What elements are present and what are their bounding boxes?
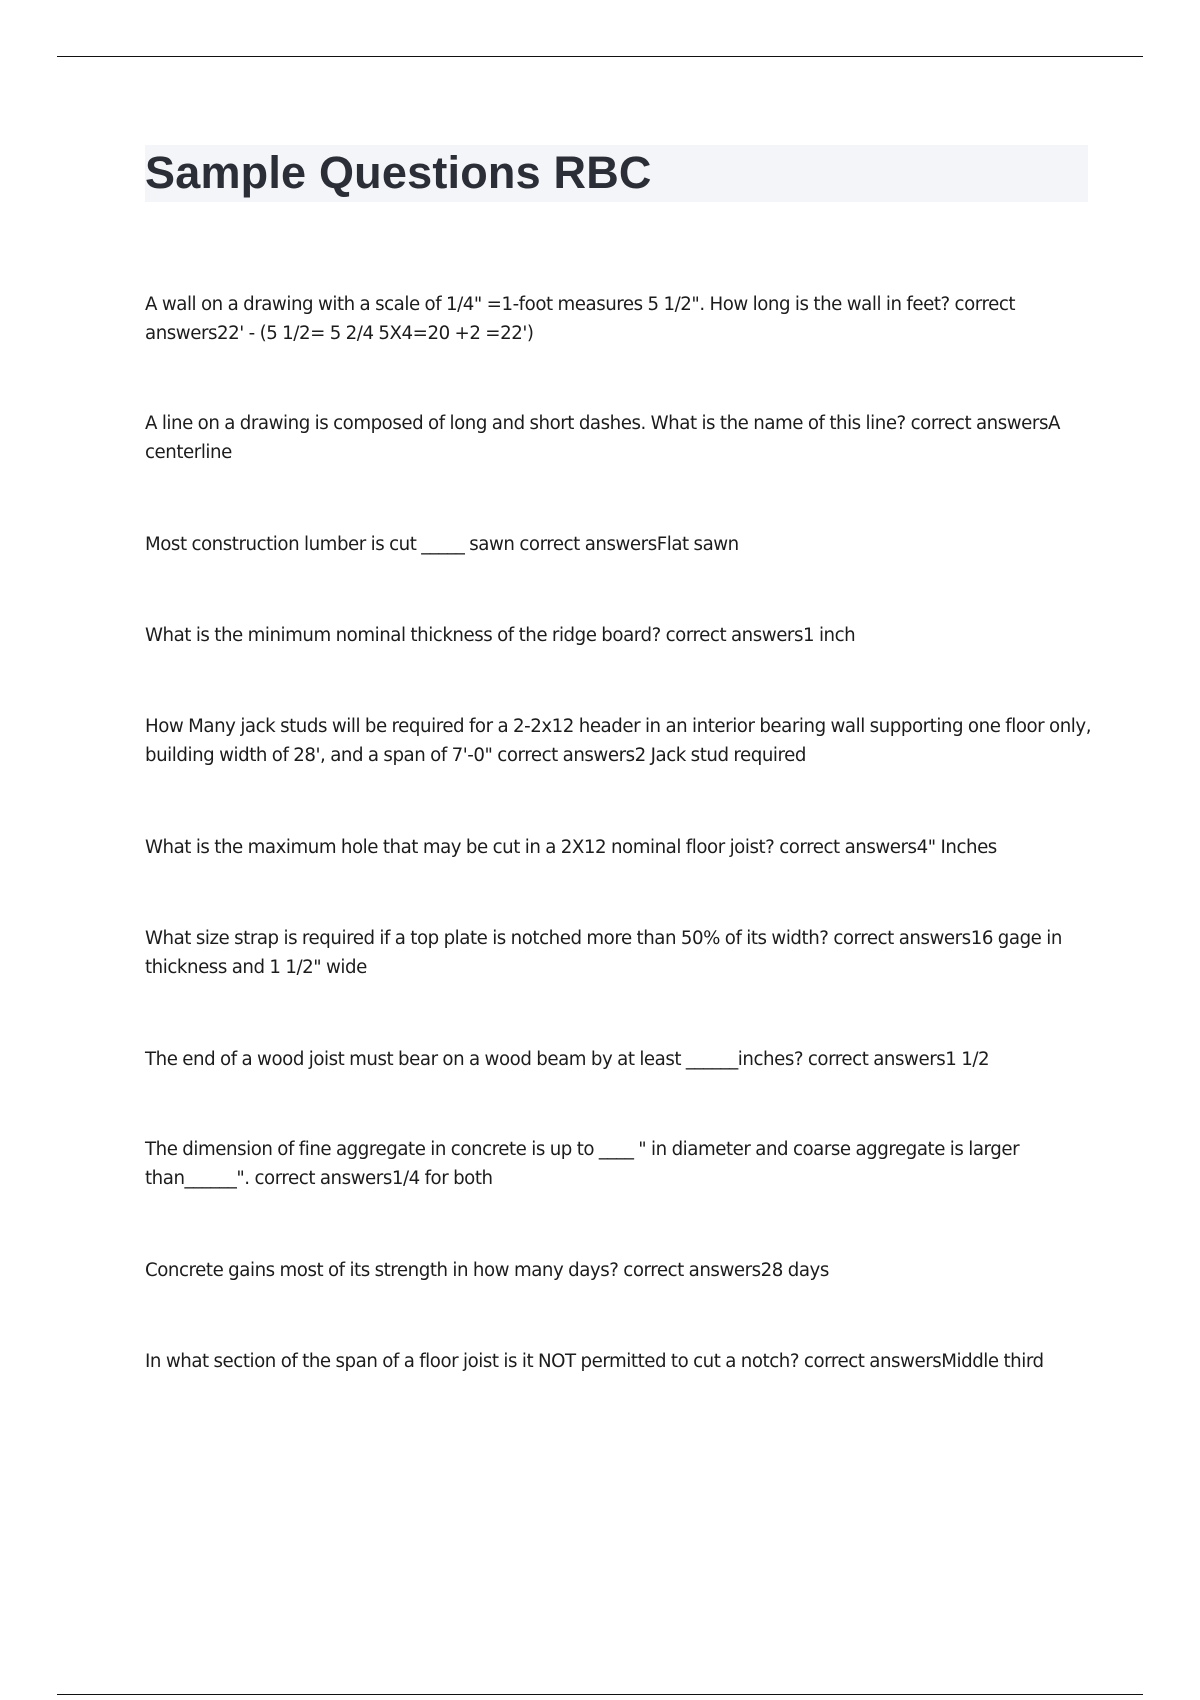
question-item-11: In what section of the span of a floor joist is it NOT permitted to cut a notch? correct answersMiddle third (145, 1351, 1044, 1372)
question-item-9: The dimension of fine aggregate in concrete is up to ____ " in diameter and coarse aggregate is larger than______". correct answers1/4 for both (145, 1139, 1020, 1189)
question-item-3: Most construction lumber is cut _____ sawn correct answersFlat sawn (145, 534, 739, 555)
question-item-8: The end of a wood joist must bear on a wood beam by at least ______inches? correct answers1 1/2 (145, 1049, 990, 1070)
header-rule (57, 56, 1143, 57)
question-item-1: A wall on a drawing with a scale of 1/4" =1-foot measures 5 1/2". How long is the wall in feet? correct answers22' - (5 1/2= 5 2/4 5X4=20 +2 =22') (145, 294, 1016, 344)
question-item-7: What size strap is required if a top plate is notched more than 50% of its width? correct answers16 gage in thickness and 1 1/2" wide (145, 928, 1062, 978)
question-item-5: How Many jack studs will be required for a 2-2x12 header in an interior bearing wall supporting one floor only, building width of 28', and a span of 7'-0" correct answers2 Jack stud required (145, 716, 1092, 766)
question-item-2: A line on a drawing is composed of long and short dashes. What is the name of this line? correct answersA centerline (145, 413, 1060, 463)
page-title: Sample Questions RBC (145, 147, 652, 198)
question-item-6: What is the maximum hole that may be cut in a 2X12 nominal floor joist? correct answers4" Inches (145, 837, 997, 858)
footer-rule (57, 1694, 1143, 1695)
question-item-4: What is the minimum nominal thickness of the ridge board? correct answers1 inch (145, 625, 856, 646)
question-item-10: Concrete gains most of its strength in how many days? correct answers28 days (145, 1260, 829, 1281)
